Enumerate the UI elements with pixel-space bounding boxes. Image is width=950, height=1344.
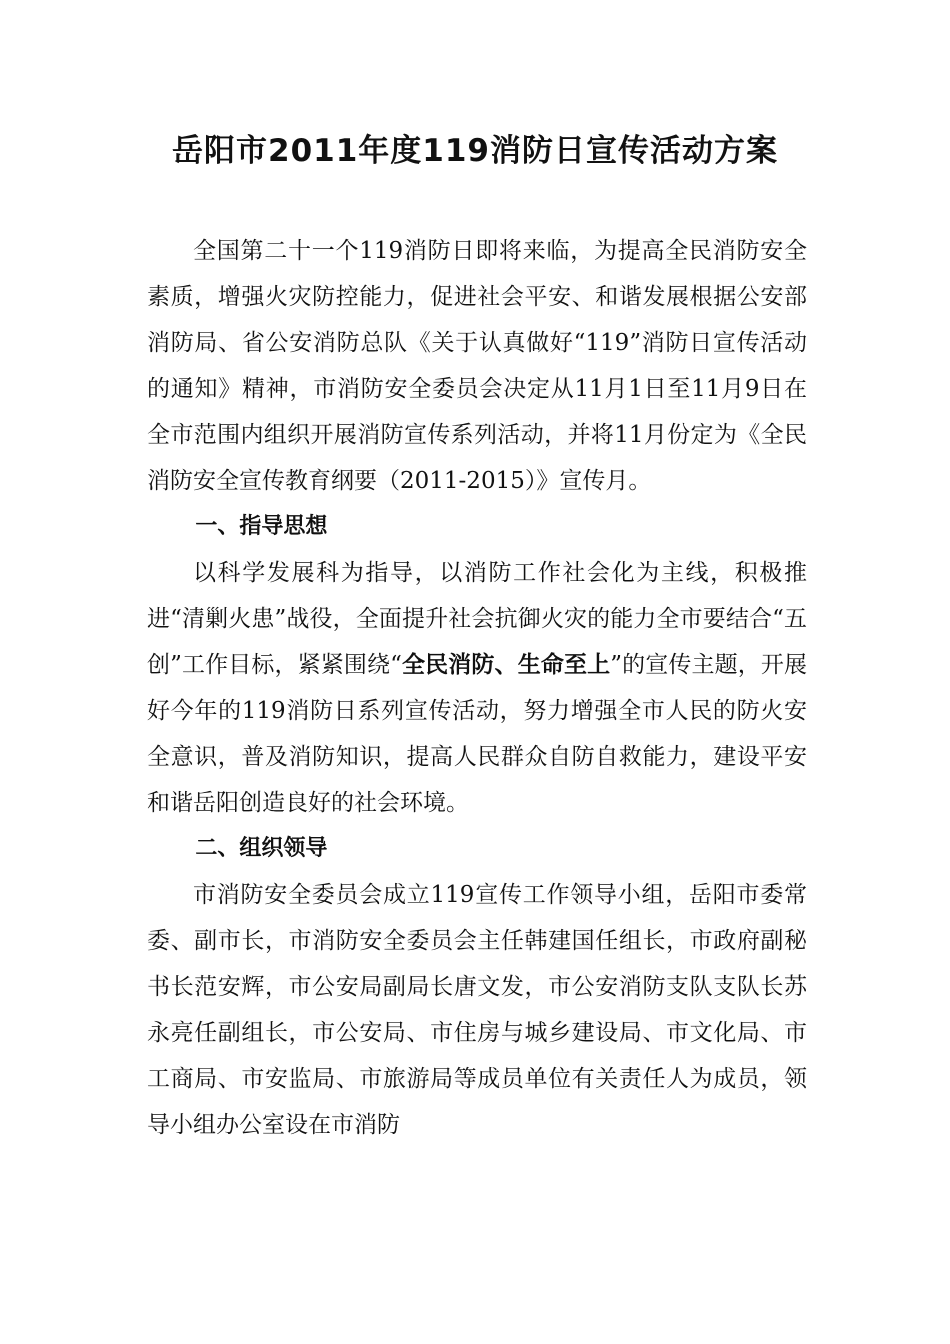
guiding-ideology-paragraph <box>147 550 807 826</box>
campaign-theme: 全民消防、生命至上 <box>401 652 611 678</box>
document-title: 岳阳市2011年度119消防日宣传活动方案 <box>172 133 778 169</box>
guiding-ideology-text-a: 以科学发展科为指导，以消防工作社会化为主线，积极推进“清剿火患”战役，全面提升社会抗御火灾的能力全市要结合“五创”工作目标，紧紧围绕“ <box>147 560 807 678</box>
intro-paragraph: 全国第二十一个119消防日即将来临，为提高全民消防安全素质，增强火灾防控能力，促进社会平安、和谐发展根据公安部消防局、省公安消防总队《关于认真做好“119”消防日宣传活动的通知》精神，市消防安全委员会决定从11月1日至11月9日在全市范围内组织开展消防宣传系列活动，并将11月份定为《全民消防安全宣传教育纲要（2011-2015）》宣传月。 <box>147 238 807 494</box>
organization-paragraph: 市消防安全委员会成立119宣传工作领导小组，岳阳市委常委、副市长，市消防安全委员会主任韩建国任组长，市政府副秘书长范安辉，市公安局副局长唐文发，市公安消防支队支队长苏永亮任副组长，市公安局、市住房与城乡建设局、市文化局、市工商局、市安监局、市旅游局等成员单位有关责任人为成员，领导小组办公室设在市消防 <box>147 882 807 1138</box>
section-heading-guiding-ideology: 一、指导思想 <box>195 514 328 539</box>
guiding-ideology-text-b: ”的宣传主题，开展好今年的119消防日系列宣传活动，努力增强全市人民的防火安全意识，普及消防知识，提高人民群众自防自救能力，建设平安和谐岳阳创造良好的社会环境。 <box>147 652 807 816</box>
section-heading-organization: 二、组织领导 <box>195 836 328 861</box>
document-body <box>147 228 807 1148</box>
